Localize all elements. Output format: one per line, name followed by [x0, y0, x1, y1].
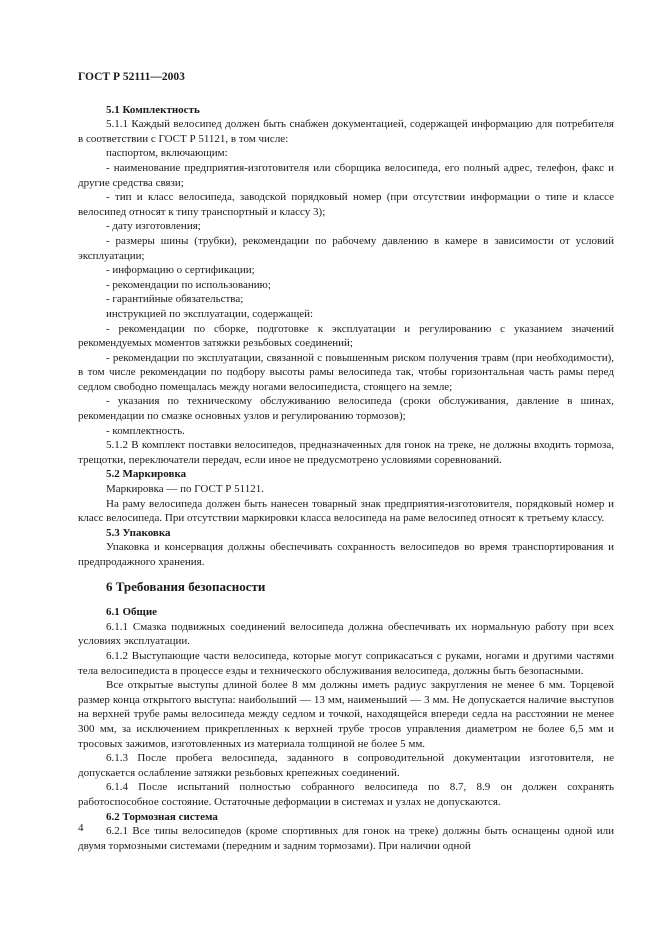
- document-page: [78, 70, 614, 853]
- paragraph: На раму велосипеда должен быть нанесен товарный знак предприятия-изготовителя, порядковый номер и класс велосипеда. При отсутствии маркировки класса велосипеда на раме велосипед относят к третьему классу.: [78, 497, 614, 525]
- paragraph: - информацию о сертификации;: [106, 264, 255, 277]
- paragraph: - рекомендации по сборке, подготовке к эксплуатации и регулированию с указанием значений рекомендуемых моментов затяжки резьбовых соединений;: [78, 322, 614, 350]
- page-number: 4: [78, 822, 84, 834]
- document-body: [78, 103, 614, 854]
- paragraph: - тип и класс велосипеда, заводской порядковый номер (при отсутствии информации о типе и классе велосипед относят к типу транспортный и классу 3);: [78, 191, 614, 218]
- paragraph: 5.1.1 Каждый велосипед должен быть снабжен документацией, содержащей информацию для потребителя в соответствии с ГОСТ Р 51121, в том числе:: [78, 118, 614, 145]
- subsection-heading: 5.3 Упаковка: [106, 526, 171, 539]
- subsection-heading: 5.2 Маркировка: [106, 468, 187, 481]
- paragraph: - рекомендации по использованию;: [106, 278, 271, 291]
- paragraph: 6.1.3 После пробега велосипеда, заданного в сопроводительной документации изготовителя, не допускается ослабление затяжки резьбовых крепежных соединений.: [78, 752, 614, 779]
- paragraph: - наименование предприятия-изготовителя или сборщика велосипеда, его полный адрес, телефон, факс и другие средства связи;: [78, 161, 614, 189]
- paragraph: - комплектность.: [106, 424, 185, 437]
- paragraph: Маркировка — по ГОСТ Р 51121.: [106, 483, 264, 496]
- paragraph: 5.1.2 В комплект поставки велосипедов, предназначенных для гонок на треке, не должны входить тормоза, трещотки, переключатели передач, если иное не предусмотрено условиями соревнований.: [78, 439, 614, 466]
- paragraph: Все открытые выступы длиной более 8 мм должны иметь радиус закругления не менее 6 мм. Торцевой размер конца открытого выступа: наибольший — 13 мм, наименьший — 3 мм. Не допускается наличие выступов на верхней трубе рамы велосипеда между седлом и точкой, находящейся впереди седла на расстоянии не менее 300 мм, за исключением прикрепленных к верхней трубе тросов управления диаметром не более 6,5 мм и тросовых зажимов, изготовленных из материала толщиной не более 5 мм.: [78, 679, 614, 750]
- subsection-heading: 5.1 Комплектность: [106, 103, 200, 116]
- section-heading: 6 Требования безопасности: [106, 578, 266, 594]
- paragraph: 6.1.2 Выступающие части велосипеда, которые могут соприкасаться с руками, ногами и другими частями тела велосипедиста в процессе езды и технического обслуживания велосипеда, должны быть безопасными.: [78, 649, 614, 677]
- paragraph: 6.1.4 После испытаний полностью собранного велосипеда по 8.7, 8.9 он должен сохранять работоспособное состояние. Остаточные деформации в системах и узлах не допускаются.: [78, 781, 614, 808]
- paragraph: - рекомендации по эксплуатации, связанной с повышенным риском получения травм (при необходимости), в том числе рекомендации по подбору высоты рамы велосипеда так, чтобы горизонтальная часть рамы перед седлом свободно помещалась между ногами велосипедиста, стоящего на земле;: [78, 351, 614, 393]
- subsection-heading: 6.2 Тормозная система: [106, 810, 218, 823]
- paragraph: 6.2.1 Все типы велосипедов (кроме спортивных для гонок на треке) должны быть оснащены одной или двумя тормозными системами (передним и задним тормозами). При наличии одной: [78, 825, 614, 852]
- subsection-heading: 6.1 Общие: [106, 606, 158, 619]
- page-header: ГОСТ Р 52111—2003: [78, 71, 185, 83]
- paragraph: паспортом, включающим:: [106, 147, 228, 160]
- paragraph: - гарантийные обязательства;: [106, 293, 244, 306]
- paragraph: - указания по техническому обслуживанию велосипеда (сроки обслуживания, давление в шинах, рекомендации по смазке основных узлов и регулированию тормозов);: [78, 395, 614, 423]
- paragraph: - дату изготовления;: [106, 220, 201, 233]
- paragraph: - размеры шины (трубки), рекомендации по рабочему давлению в камере в зависимости от условий эксплуатации;: [78, 234, 614, 262]
- paragraph: Упаковка и консервация должны обеспечивать сохранность велосипедов во время транспортирования и предпродажного хранения.: [78, 541, 614, 568]
- paragraph: 6.1.1 Смазка подвижных соединений велосипеда должна обеспечивать их нормальную работу при всех условиях эксплуатации.: [78, 620, 614, 648]
- paragraph: инструкцией по эксплуатации, содержащей:: [106, 307, 314, 320]
